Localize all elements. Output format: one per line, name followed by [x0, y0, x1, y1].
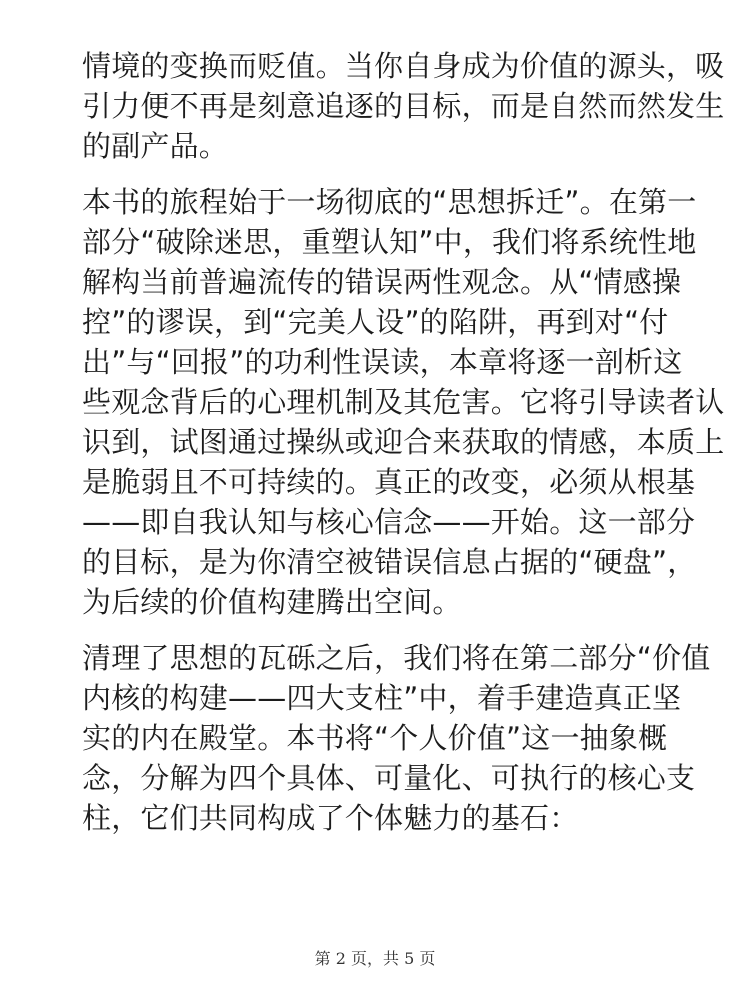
text-line: 情境的变换而贬值。当你自身成为价值的源头，吸: [82, 49, 725, 83]
text-line: 部分“破除迷思，重塑认知”中，我们将系统性地: [82, 225, 697, 259]
text-line: 内核的构建——四大支柱”中，着手建造真正坚: [82, 681, 682, 715]
paragraph-3: [82, 638, 711, 838]
text-line: 控”的谬误，到“完美人设”的陷阱，再到对“付: [82, 305, 669, 339]
text-line: 的副产品。: [82, 129, 229, 163]
text-line: 为后续的价值构建腾出空间。: [82, 585, 462, 619]
paragraph-2: [82, 182, 725, 622]
text-line: 出”与“回报”的功利性误读，本章将逐一剖析这: [82, 345, 683, 379]
text-line: 识到，试图通过操纵或迎合来获取的情感，本质上: [82, 425, 725, 459]
text-line: 解构当前普遍流传的错误两性观念。从“情感操: [82, 265, 682, 299]
text-line: 实的内在殿堂。本书将“个人价值”这一抽象概: [82, 721, 668, 755]
text-line: 本书的旅程始于一场彻底的“思想拆迁”。在第一: [82, 185, 697, 219]
page-number-footer: 第 2 页，共 5 页: [314, 949, 436, 968]
text-line: 引力便不再是刻意追逐的目标，而是自然而然发生: [82, 89, 725, 123]
text-line: 的目标，是为你清空被错误信息占据的“硬盘”，: [82, 545, 697, 579]
text-line: 是脆弱且不可持续的。真正的改变，必须从根基: [82, 465, 696, 499]
text-line: 柱，它们共同构成了个体魅力的基石：: [82, 801, 579, 835]
text-line: ——即自我认知与核心信念——开始。这一部分: [82, 505, 696, 539]
text-line: 念，分解为四个具体、可量化、可执行的核心支: [82, 761, 696, 795]
body-text: [82, 46, 725, 854]
text-line: 些观念背后的心理机制及其危害。它将引导读者认: [82, 385, 725, 419]
text-line: 清理了思想的瓦砾之后，我们将在第二部分“价值: [82, 641, 711, 675]
paragraph-1: [82, 46, 725, 166]
